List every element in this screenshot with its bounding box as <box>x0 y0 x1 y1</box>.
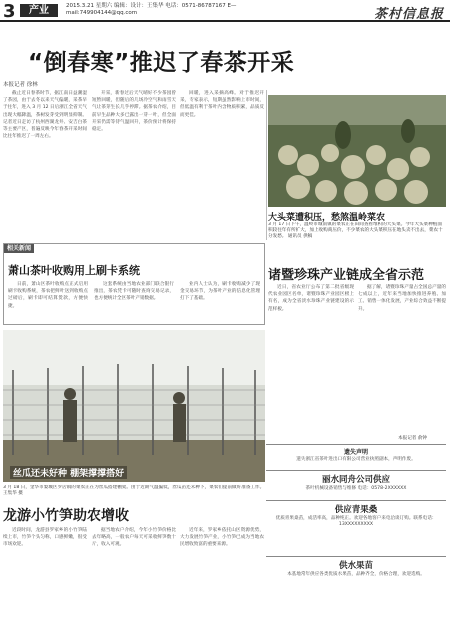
pearl-column-2: 据了解，诸暨珍珠产量占全国总产量的七成以上，近年来当地加快推进养殖、加工、销售一体化发展，产业综合效益不断提升。 <box>358 285 446 312</box>
trellis-title: 丝瓜还未好种 棚架撑撑搭好 <box>10 466 127 479</box>
ad-fruit-seedlings: 供水果苗 本基地常年供应各类优质水果苗，品种齐全，价格合理，欢迎选购。 <box>266 556 446 636</box>
lead-headline: “倒春寒”推迟了春茶开采 <box>28 50 295 76</box>
pearl-byline: 本报记者 俞钟 <box>398 436 428 441</box>
pearl-column-1: 近日，省农业厅公布了第二批省级现代农业园区名单，诸暨珍珠产业园区榜上有名，成为全省淡水珍珠产业链建设的示范样板。 <box>268 285 354 312</box>
sidebar-title: 萧山茶叶收购用上刷卡系统 <box>8 264 140 277</box>
related-news-label: 相关新闻 <box>4 244 34 253</box>
pearl-headline: 诸暨珍珠产业链成全省示范 <box>268 268 425 283</box>
bamboo-column-3: 近年来，罗家乡依托山区资源优势，大力发展竹笋产业，小竹笋已成为当地农民增收致富的重要来源。 <box>180 528 264 548</box>
ad-tongzhou: 丽水同舟公司供应 茶叶机械设备销售与维修 电话：0578-2XXXXXX <box>266 470 446 496</box>
lead-byline: 本报记者 徐林 <box>3 82 38 88</box>
lead-column-2: 开采，新春过后天气晴好不少茶园曾短暂回暖，但随后的几场冷空气和雨雪天气让茶芽生长几乎停滞。据茶农介绍，目前早生品种大多已露出一芽一叶，但全面开采仍需等待气温回升，茶价预计将保持稳定。 <box>92 91 176 133</box>
page-header <box>0 0 450 22</box>
header-meta: 2015.3.21 星期六 编辑：设计：王集华 电话：0571-86787167 E—mail:749904144@qq.com <box>66 3 237 16</box>
bamboo-column-1: 近段时间，龙游县罗家乡的小竹笋陆续上市，竹笋个头匀称，口感鲜嫩，很受市场欢迎。 <box>3 528 87 548</box>
bamboo-headline: 龙游小竹笋助农增收 <box>3 508 129 524</box>
lead-column-1: 截止近日春茶时节，据江南日益潮湿了茶园，由于去冬以来天气偏暖，采茶早于往年，进入 3 月 12 日后浙江全省天气出现大幅降温，茶树发芽受到明显抑制。记者近日走访了杭州西湖龙井、安吉白茶等主要产区，普遍反映今年春茶开采时间比往年推迟了一周左右。 <box>3 91 87 140</box>
trellis-caption: 3 月 18 日，金华市婺城区罗店镇的菜农正在为丝瓜搭建棚架。由于近期气温偏低，丝瓜苗还未种下，菜农们提前做好准备工作。 王集华 摄 <box>3 485 265 496</box>
lead-column-3: 回暖，进入采摘高峰。对于推迟开采，专家表示，短期虽然影响上市时间，但低温有利于茶叶内含物质积累，品质反而更佳。 <box>180 91 264 118</box>
ad-lost-notice: 遗失声明 遗失浙江省茶叶进出口有限公司营业执照副本，声明作废。 <box>266 444 446 466</box>
section-tag: 产业 <box>20 4 58 17</box>
sidebar-column-3: 业内人士认为，刷卡收购减少了现金交易环节，为茶叶产业的信息化管理打下了基础。 <box>180 282 260 302</box>
cabbage-title: 大头菜遭积压，愁煞温岭菜农 <box>268 213 386 223</box>
sidebar-column-2: 这套系统由当地农业部门联合银行推出，茶农凭卡可随时查询交易记录，也方便统计全区茶叶产销数据。 <box>94 282 174 302</box>
trellis-photo <box>3 330 265 482</box>
sidebar-column-1: 日前，萧山区茶叶收购点正式启用刷卡收购系统，茶农把鲜叶送到收购点过磅后，刷卡即可结算货款，方便快捷。 <box>8 282 88 309</box>
ad-mulberry: 供应青果桑 优质青果桑苗，成活率高，品种纯正。欢迎各地客户来电洽谈订购。联系电话：13XXXXXXXXX <box>266 500 446 552</box>
page-number: 3 <box>3 1 16 22</box>
column-divider <box>266 90 267 240</box>
masthead-logo: 茶村信息报 <box>373 7 444 22</box>
cabbage-caption: 3 月 17 日下午，温岭市城南镇的菜农正在田间查看堆积的大头菜。今年大头菜种植面积较往年有所扩大，加上收购商压价，不少菜农的大头菜积压在地头卖不出去，菜农十分发愁。 通讯员 供稿 <box>268 222 443 239</box>
cabbage-photo <box>268 95 446 207</box>
bamboo-column-2: 据当地农户介绍，今年小竹笋价格比去年略高，一般农户每天可采收鲜笋数十斤，收入可观。 <box>92 528 176 548</box>
